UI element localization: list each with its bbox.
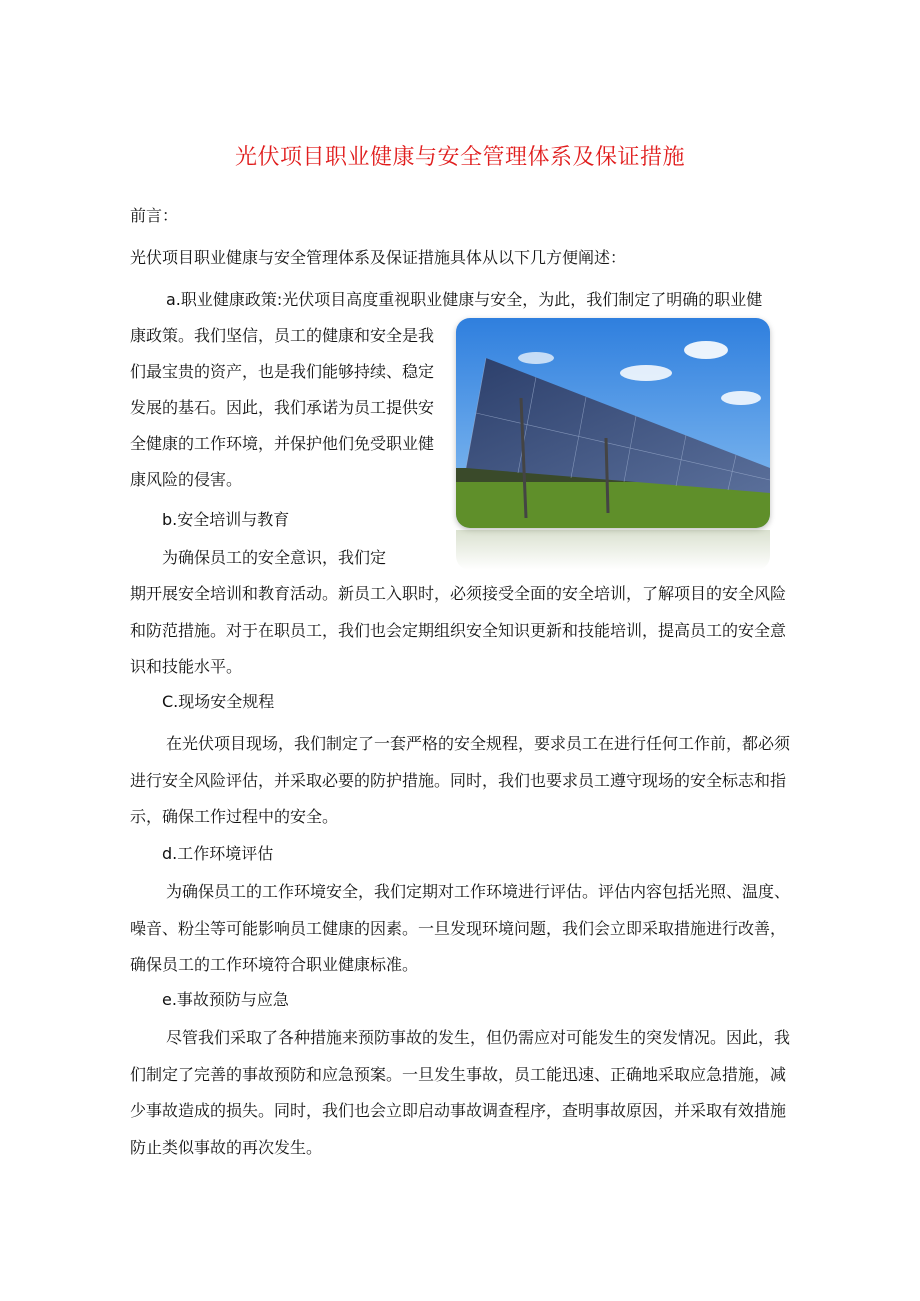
section-a-line: 康风险的侵害。: [130, 470, 243, 489]
section-a-heading: a.职业健康政策:光伏项目高度重视职业健康与安全，为此，我们制定了明确的职业健: [166, 290, 763, 309]
section-e-body: 尽管我们采取了各种措施来预防事故的发生，但仍需应对可能发生的突发情况。因此，我们制定了完善的事故预防和应急预案。一旦发生事故，员工能迅速、正确地采取应急措施，减少事故造成的损失。同时，我们也会立即启动事故调查程序，查明事故原因，并采取有效措施防止类似事故的再次发生。: [130, 1028, 791, 1157]
preface-label: 前言：: [130, 206, 179, 225]
section-c-heading: C.现场安全规程: [162, 692, 275, 711]
section-b-first-line: 为确保员工的安全意识，我们定: [162, 548, 387, 567]
section-a-line: 康政策。我们坚信，员工的健康和安全是我: [130, 326, 435, 345]
section-a-line: 全健康的工作环境，并保护他们免受职业健: [130, 434, 435, 453]
document-title: 光伏项目职业健康与安全管理体系及保证措施: [234, 145, 685, 170]
section-c-body: 在光伏项目现场，我们制定了一套严格的安全规程，要求员工在进行任何工作前，都必须进行安全风险评估，并采取必要的防护措施。同时，我们也要求员工遵守现场的安全标志和指示，确保工作过程中的安全。: [130, 734, 791, 826]
section-a-line: 们最宝贵的资产，也是我们能够持续、稳定: [130, 362, 435, 381]
section-b-body: 期开展安全培训和教育活动。新员工入职时，必须接受全面的安全培训，了解项目的安全风险和防范措施。对于在职员工，我们也会定期组织安全知识更新和技能培训，提高员工的安全意识和技能水平。: [130, 584, 787, 676]
photo-reflection: [456, 530, 770, 570]
section-d-heading: d.工作环境评估: [162, 844, 274, 863]
section-e-heading: e.事故预防与应急: [162, 990, 289, 1009]
section-d-body: 为确保员工的工作环境安全，我们定期对工作环境进行评估。评估内容包括光照、温度、噪音、粉尘等可能影响员工健康的因素。一旦发现环境问题，我们会立即采取措施进行改善，确保员工的工作环境符合职业健康标准。: [130, 882, 791, 974]
solar-panel-illustration: [456, 318, 770, 528]
section-a-line: 发展的基石。因此，我们承诺为员工提供安: [130, 398, 435, 417]
intro-text: 光伏项目职业健康与安全管理体系及保证措施具体从以下几方便阐述：: [130, 248, 627, 267]
section-b-heading: b.安全培训与教育: [162, 510, 290, 529]
solar-panel-photo: [456, 318, 770, 528]
